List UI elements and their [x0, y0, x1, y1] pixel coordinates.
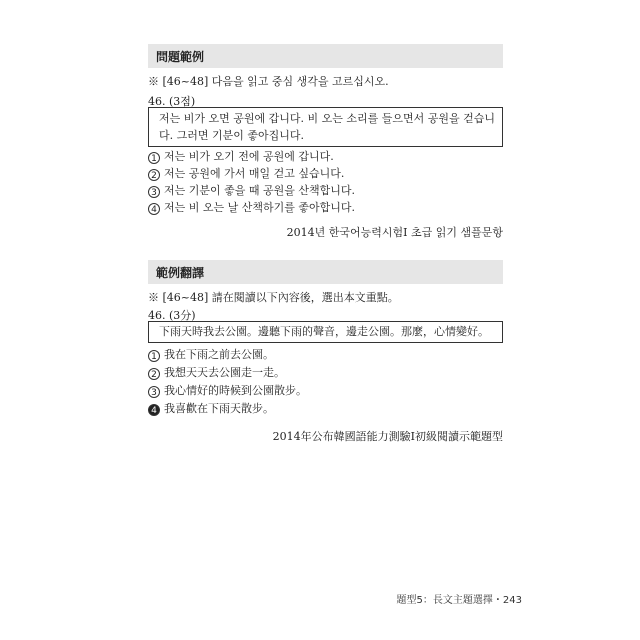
- option-mark: 3: [148, 386, 160, 398]
- passage-box-korean: [148, 107, 503, 147]
- passage-korean: 저는 비가 오면 공원에 갑니다. 비 오는 소리를 들으면서 공원을 걷습니다. 그러면 기분이 좋아집니다.: [159, 112, 495, 142]
- option-korean-3: [148, 184, 355, 198]
- option-text: 저는 기분이 좋을 때 공원을 산책합니다.: [164, 184, 355, 197]
- section-header-translation-text: 範例翻譯: [156, 265, 205, 280]
- option-mark: 1: [148, 350, 160, 362]
- option-mark: 3: [148, 186, 160, 198]
- source-chinese: 2014年公布韓國語能力測驗Ⅰ初級閱讀示範題型: [272, 430, 503, 443]
- option-chinese-1: [148, 348, 274, 362]
- section-header-example-text: 問題範例: [156, 49, 205, 64]
- option-text: 我喜歡在下雨天散步。: [164, 402, 274, 415]
- option-text: 저는 비가 오기 전에 공원에 갑니다.: [164, 150, 334, 163]
- option-chinese-3: [148, 384, 307, 398]
- option-mark-answer: 4: [148, 404, 160, 416]
- option-text: 我在下雨之前去公園。: [164, 348, 274, 361]
- option-chinese-4-answer: [148, 402, 274, 416]
- passage-box-chinese: [148, 321, 503, 343]
- option-mark: 2: [148, 368, 160, 380]
- option-text: 저는 공원에 가서 매일 걷고 싶습니다.: [164, 167, 345, 180]
- section-header-example: [148, 44, 503, 68]
- page-footer: 題型5：長文主題選擇・243: [396, 595, 522, 606]
- instruction-chinese: ※ [46~48] 請在閱讀以下內容後，選出本文重點。: [148, 291, 399, 304]
- question-number-korean: 46. (3점): [148, 95, 196, 108]
- option-korean-4: [148, 201, 355, 215]
- passage-chinese: 下雨天時我去公園。邊聽下雨的聲音，邊走公園。那麼，心情變好。: [159, 325, 489, 338]
- option-mark: 2: [148, 169, 160, 181]
- option-chinese-2: [148, 366, 285, 380]
- instruction-korean: ※ [46~48] 다음을 읽고 중심 생각을 고르십시오.: [148, 75, 389, 88]
- option-mark: 1: [148, 152, 160, 164]
- source-korean: 2014년 한국어능력시험Ⅰ 초급 읽기 샘플문항: [286, 226, 503, 239]
- option-korean-1: [148, 150, 334, 164]
- question-number-chinese: 46. (3分): [148, 309, 196, 322]
- option-korean-2: [148, 167, 344, 181]
- option-mark: 4: [148, 203, 160, 215]
- section-header-translation: [148, 260, 503, 284]
- option-text: 저는 비 오는 날 산책하기를 좋아합니다.: [164, 201, 355, 214]
- option-text: 我心情好的時候到公園散步。: [164, 384, 307, 397]
- option-text: 我想天天去公園走一走。: [164, 366, 285, 379]
